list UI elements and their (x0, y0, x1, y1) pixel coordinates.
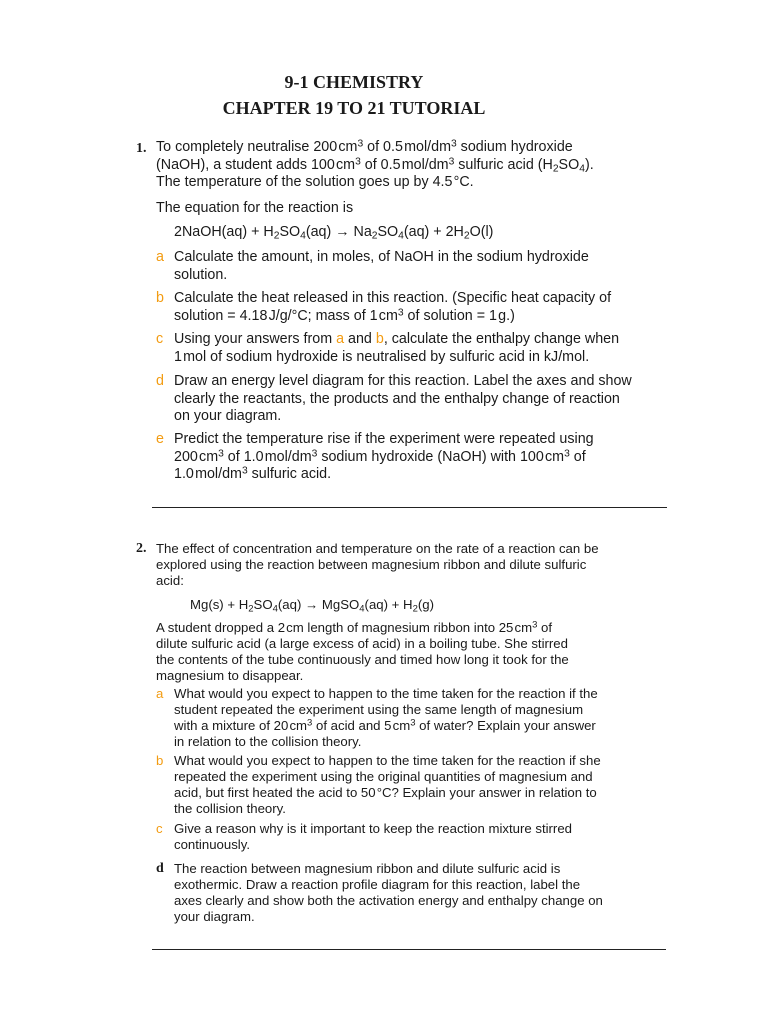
part-letter-b: b (156, 753, 164, 768)
question-2a: What would you expect to happen to the time taken for the reaction if the student repeated the experiment using the same length of magnesium with a mixture of 20 $cm^3$ of acid and 5 $cm^3$ of water? Explain your answer in relation to the collision theory. (174, 686, 598, 749)
divider (152, 949, 666, 950)
question-1c: Using your answers from a and b, calculate the enthalpy change when 1 mol of sodium hydroxide is neutralised by sulfuric acid in kJ/mol. (174, 331, 620, 365)
question-1-stem: To completely neutralise 200 $cm^3$ of 0.5 mol/$dm^3$ sodium hydroxide (NaOH), a student adds 100 $cm^3$ of 0.5 mol/$dm^3$ sulfuric acid $(H_2SO_4)$. The temperature of the solution goes up by 4.5 °C. (156, 138, 594, 190)
question-2-stem: The effect of concentration and temperature on the rate of a reaction can be explored using the reaction between magnesium ribbon and dilute sulfuric acid: (156, 541, 599, 588)
part-letter-c: c (156, 821, 163, 836)
question-1e: Predict the temperature rise if the experiment were repeated using 200 $cm^3$ of 1.0 mol/$dm^3$ sodium hydroxide (NaOH) with 100 $cm^3$ of 1.0 mol/$dm^3$ sulfuric acid. (174, 431, 594, 482)
chemical-equation: 2NaOH(aq) + $H_2SO_4(aq) \to Na_2SO_4(aq) + 2H_2O(l)$ (174, 224, 494, 242)
part-letter-d: d (156, 373, 164, 389)
document-subtitle: CHAPTER 19 TO 21 TUTORIAL (222, 98, 486, 118)
part-letter-a: a (156, 686, 164, 701)
question-1b: Calculate the heat released in this reaction. (Specific heat capacity of solution = 4.18 J/g/°C; mass of 1 $cm^3$ of solution = 1 g.) (174, 290, 612, 324)
part-letter-d: d (156, 861, 164, 876)
question-2-context: A student dropped a 2 cm length of magnesium ribbon into 25 $cm^3$ of dilute sulfuric acid (a large excess of acid) in a boiling tube. She stirred the contents of the tube continuously and timed how long it took for the magnesium to disappear. (156, 619, 569, 683)
document-title: 9-1 CHEMISTRY (284, 72, 424, 92)
question-1d: Draw an energy level diagram for this reaction. Label the axes and show clearly the reactants, the products and the enthalpy change of reaction on your diagram. (174, 373, 632, 424)
question-2d: The reaction between magnesium ribbon and dilute sulfuric acid is exothermic. Draw a reaction profile diagram for this reaction, label the axes clearly and show both the activation energy and enthalpy change on your diagram. (174, 861, 603, 924)
question-number: 1. (136, 141, 147, 156)
question-2c: Give a reason why is it important to keep the reaction mixture stirred continuously. (174, 821, 572, 852)
part-letter-e: e (156, 431, 164, 447)
part-letter-c: c (156, 331, 164, 347)
part-letter-b: b (156, 290, 164, 306)
part-letter-a: a (156, 249, 164, 265)
question-1a: Calculate the amount, in moles, of NaOH in the sodium hydroxide solution. (174, 249, 589, 283)
divider (152, 507, 667, 508)
question-number: 2. (136, 541, 147, 556)
equation-intro: The equation for the reaction is (156, 200, 354, 216)
question-2b: What would you expect to happen to the time taken for the reaction if she repeated the experiment using the original quantities of magnesium and acid, but first heated the acid to 50 °C? Explain your answer in relation to the collision theory. (174, 753, 601, 816)
chemical-equation: $Mg(s) + H_2SO_4(aq)$ → MgSO$_4$(aq) + $H_2(g)$ (190, 597, 434, 615)
